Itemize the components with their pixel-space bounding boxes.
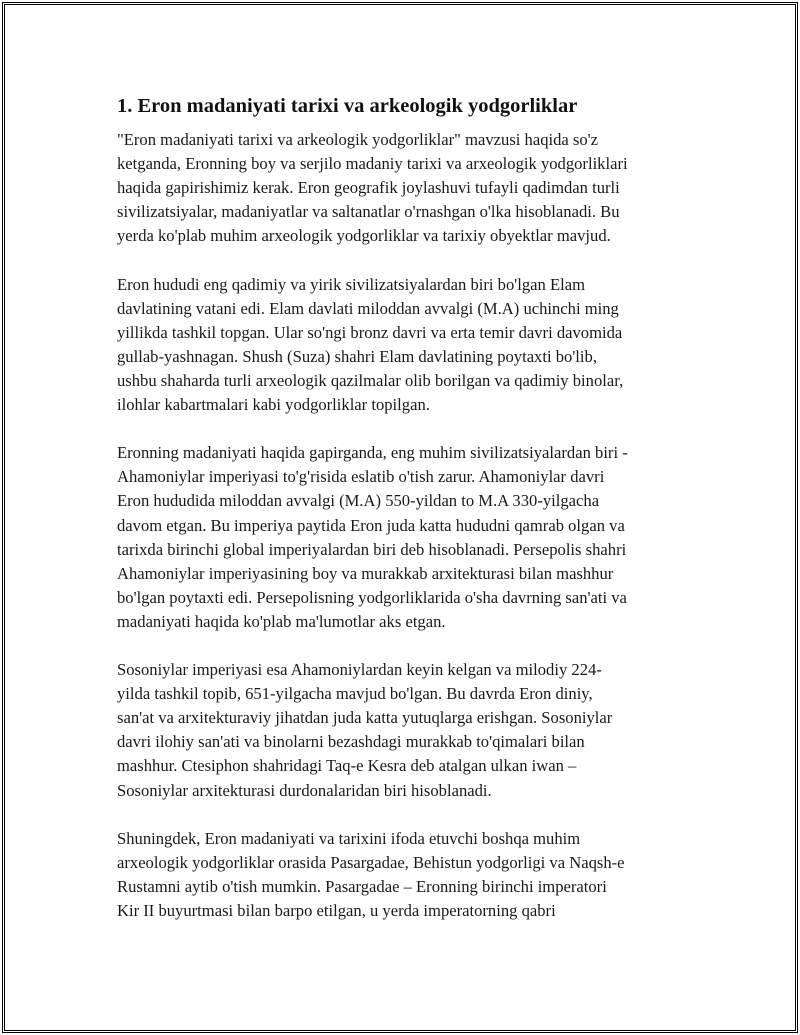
paragraph: [117, 827, 697, 923]
text-line: gullab-yashnagan. Shush (Suza) shahri Elam davlatining poytaxti bo'lib,: [117, 346, 597, 366]
paragraph: [117, 273, 697, 418]
paragraph: [117, 441, 697, 634]
text-line: Rustamni aytib o'tish mumkin. Pasargadae – Eronning birinchi imperatori: [117, 876, 607, 896]
text-line: davlatining vatani edi. Elam davlati miloddan avvalgi (M.A) uchinchi ming: [117, 298, 619, 318]
text-line: ilohlar kabartmalari kabi yodgorliklar topilgan.: [117, 395, 430, 415]
text-line: yilda tashkil topib, 651-yilgacha mavjud bo'lgan. Bu davrda Eron diniy,: [117, 684, 593, 704]
text-line: davri ilohiy san'ati va binolarni bezashdagi murakkab to'qimalari bilan: [117, 732, 585, 752]
text-line: yerda ko'plab muhim arxeologik yodgorliklar va tarixiy obyektlar mavjud.: [117, 226, 611, 246]
text-line: Shuningdek, Eron madaniyati va tarixini ifoda etuvchi boshqa muhim: [117, 828, 581, 848]
text-line: ushbu shaharda turli arxeologik qazilmalar olib borilgan va qadimiy binolar,: [117, 370, 624, 390]
text-line: sivilizatsiyalar, madaniyatlar va saltanatlar o'rnashgan o'lka hisoblanadi. Bu: [117, 202, 620, 222]
text-line: bo'lgan poytaxti edi. Persepolisning yodgorliklarida o'sha davrning san'ati va: [117, 587, 627, 607]
section-heading: 1. Eron madaniyati tarixi va arkeologik yodgorliklar: [117, 95, 578, 117]
text-line: Eronning madaniyati haqida gapirganda, eng muhim sivilizatsiyalardan biri -: [117, 443, 628, 463]
paragraph-container: [117, 128, 697, 923]
text-line: tarixda birinchi global imperiyalardan biri deb hisoblanadi. Persepolis shahri: [117, 539, 627, 559]
text-line: mashhur. Ctesiphon shahridagi Taq-e Kesra deb atalgan ulkan iwan –: [117, 756, 577, 776]
text-line: haqida gapirishimiz kerak. Eron geografik joylashuvi tufayli qadimdan turli: [117, 178, 620, 198]
text-line: yillikda tashkil topgan. Ular so'ngi bronz davri va erta temir davri davomida: [117, 322, 623, 342]
paragraph: [117, 128, 697, 248]
text-line: Ahamoniylar imperiyasi to'g'risida eslatib o'tish zarur. Ahamoniylar davri: [117, 467, 605, 487]
paragraph: [117, 658, 697, 803]
text-line: Eron hududi eng qadimiy va yirik sivilizatsiyalardan biri bo'lgan Elam: [117, 274, 585, 294]
text-line: ketganda, Eronning boy va serjilo madaniy tarixi va arxeologik yodgorliklari: [117, 154, 628, 174]
text-line: madaniyati haqida ko'plab ma'lumotlar aks etgan.: [117, 611, 446, 631]
text-line: Sosoniylar arxitekturasi durdonalaridan biri hisoblanadi.: [117, 780, 492, 800]
text-line: "Eron madaniyati tarixi va arkeologik yodgorliklar" mavzusi haqida so'z: [117, 130, 599, 149]
text-line: Eron hududida miloddan avvalgi (M.A) 550-yildan to M.A 330-yilgacha: [117, 491, 600, 511]
text-line: davom etgan. Bu imperiya paytida Eron juda katta hududni qamrab olgan va: [117, 515, 625, 535]
text-line: Ahamoniylar imperiyasining boy va murakkab arxitekturasi bilan mashhur: [117, 563, 614, 583]
text-line: Sosoniylar imperiyasi esa Ahamoniylardan keyin kelgan va milodiy 224-: [117, 660, 602, 680]
text-line: arxeologik yodgorliklar orasida Pasargadae, Behistun yodgorligi va Naqsh-e: [117, 852, 625, 872]
text-line: san'at va arxitekturaviy jihatdan juda katta yutuqlarga erishgan. Sosoniylar: [117, 708, 613, 728]
document-body: [117, 92, 697, 947]
text-line: Kir II buyurtmasi bilan barpo etilgan, u yerda imperatorning qabri: [117, 901, 556, 920]
